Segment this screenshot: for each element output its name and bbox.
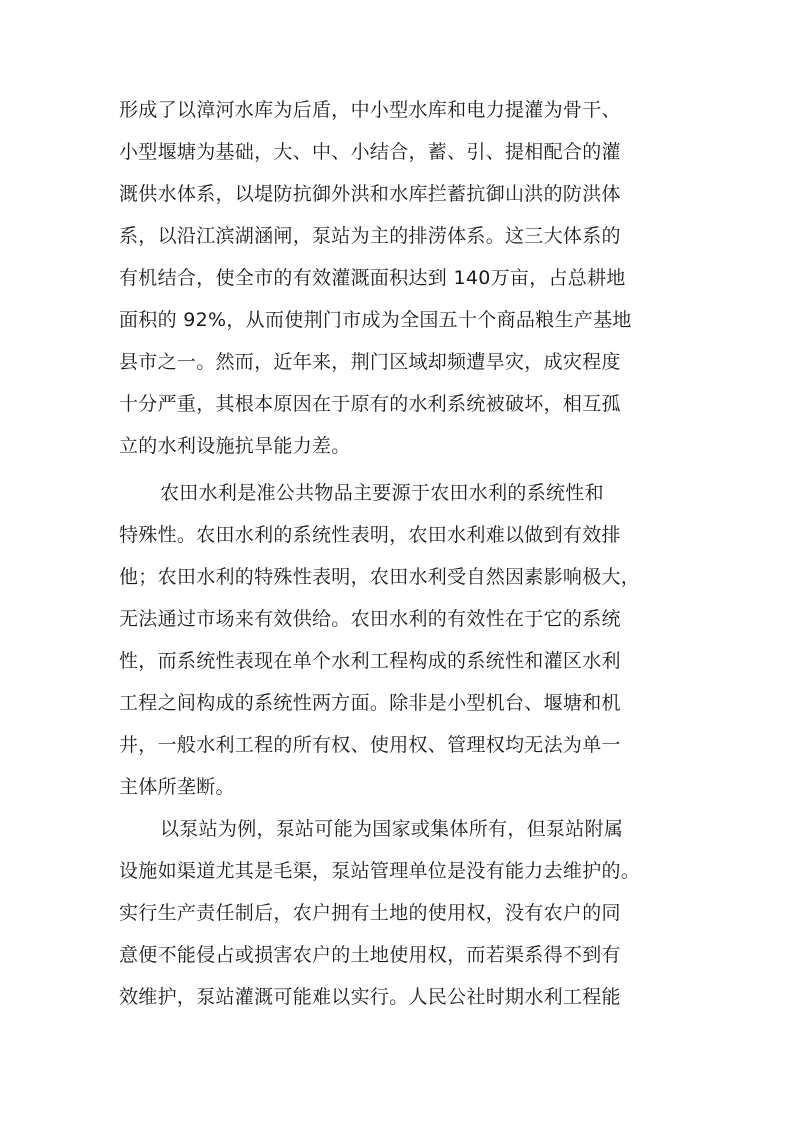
- text-line: 小型堰塘为基础，大、中、小结合，蓄、引、提相配合的灌: [119, 141, 621, 163]
- text-line: 设施如渠道尤其是毛渠，泵站管理单位是没有能力去维护的。: [119, 860, 641, 882]
- paragraph-first-line: 农田水利是准公共物品主要源于农田水利的系统性和: [160, 482, 604, 504]
- text-line: 井，一般水利工程的所有权、使用权、管理权均无法为单一: [119, 734, 621, 756]
- text-line: 十分严重，其根本原因在于原有的水利系统被破坏，相互孤: [119, 393, 621, 415]
- text-line: 形成了以漳河水库为后盾，中小型水库和电力提灌为骨干、: [119, 99, 621, 121]
- text-line: 工程之间构成的系统性两方面。除非是小型机台、堰塘和机: [119, 692, 621, 714]
- text-line: 主体所垄断。: [119, 776, 235, 798]
- text-line: 溉供水体系，以堤防抗御外洪和水库拦蓄抗御山洪的防洪体: [119, 183, 621, 205]
- text-line: 系，以沿江滨湖涵闸，泵站为主的排涝体系。这三大体系的: [119, 225, 621, 247]
- text-line: 县市之一。然而，近年来，荆门区域却频遭旱灾，成灾程度: [119, 351, 621, 373]
- text-line: 无法通过市场来有效供给。农田水利的有效性在于它的系统: [119, 608, 621, 630]
- text-line: 面积的 92%，从而使荆门市成为全国五十个商品粮生产基地: [119, 309, 632, 331]
- text-line: 性，而系统性表现在单个水利工程构成的系统性和灌区水利: [119, 650, 621, 672]
- text-line: 效维护，泵站灌溉可能难以实行。人民公社时期水利工程能: [119, 986, 621, 1008]
- text-line: 有机结合，使全市的有效灌溉面积达到 140万亩，占总耕地: [119, 267, 626, 289]
- text-line: 特殊性。农田水利的系统性表明，农田水利难以做到有效排: [119, 524, 621, 546]
- text-line: 立的水利设施抗旱能力差。: [119, 435, 351, 457]
- paragraph-first-line: 以泵站为例，泵站可能为国家或集体所有，但泵站附属: [160, 818, 624, 840]
- text-line: 实行生产责任制后，农户拥有土地的使用权，没有农户的同: [119, 902, 621, 924]
- text-line: 他；农田水利的特殊性表明，农田水利受自然因素影响极大，: [119, 566, 641, 588]
- text-line: 意便不能侵占或损害农户的土地使用权，而若渠系得不到有: [119, 944, 621, 966]
